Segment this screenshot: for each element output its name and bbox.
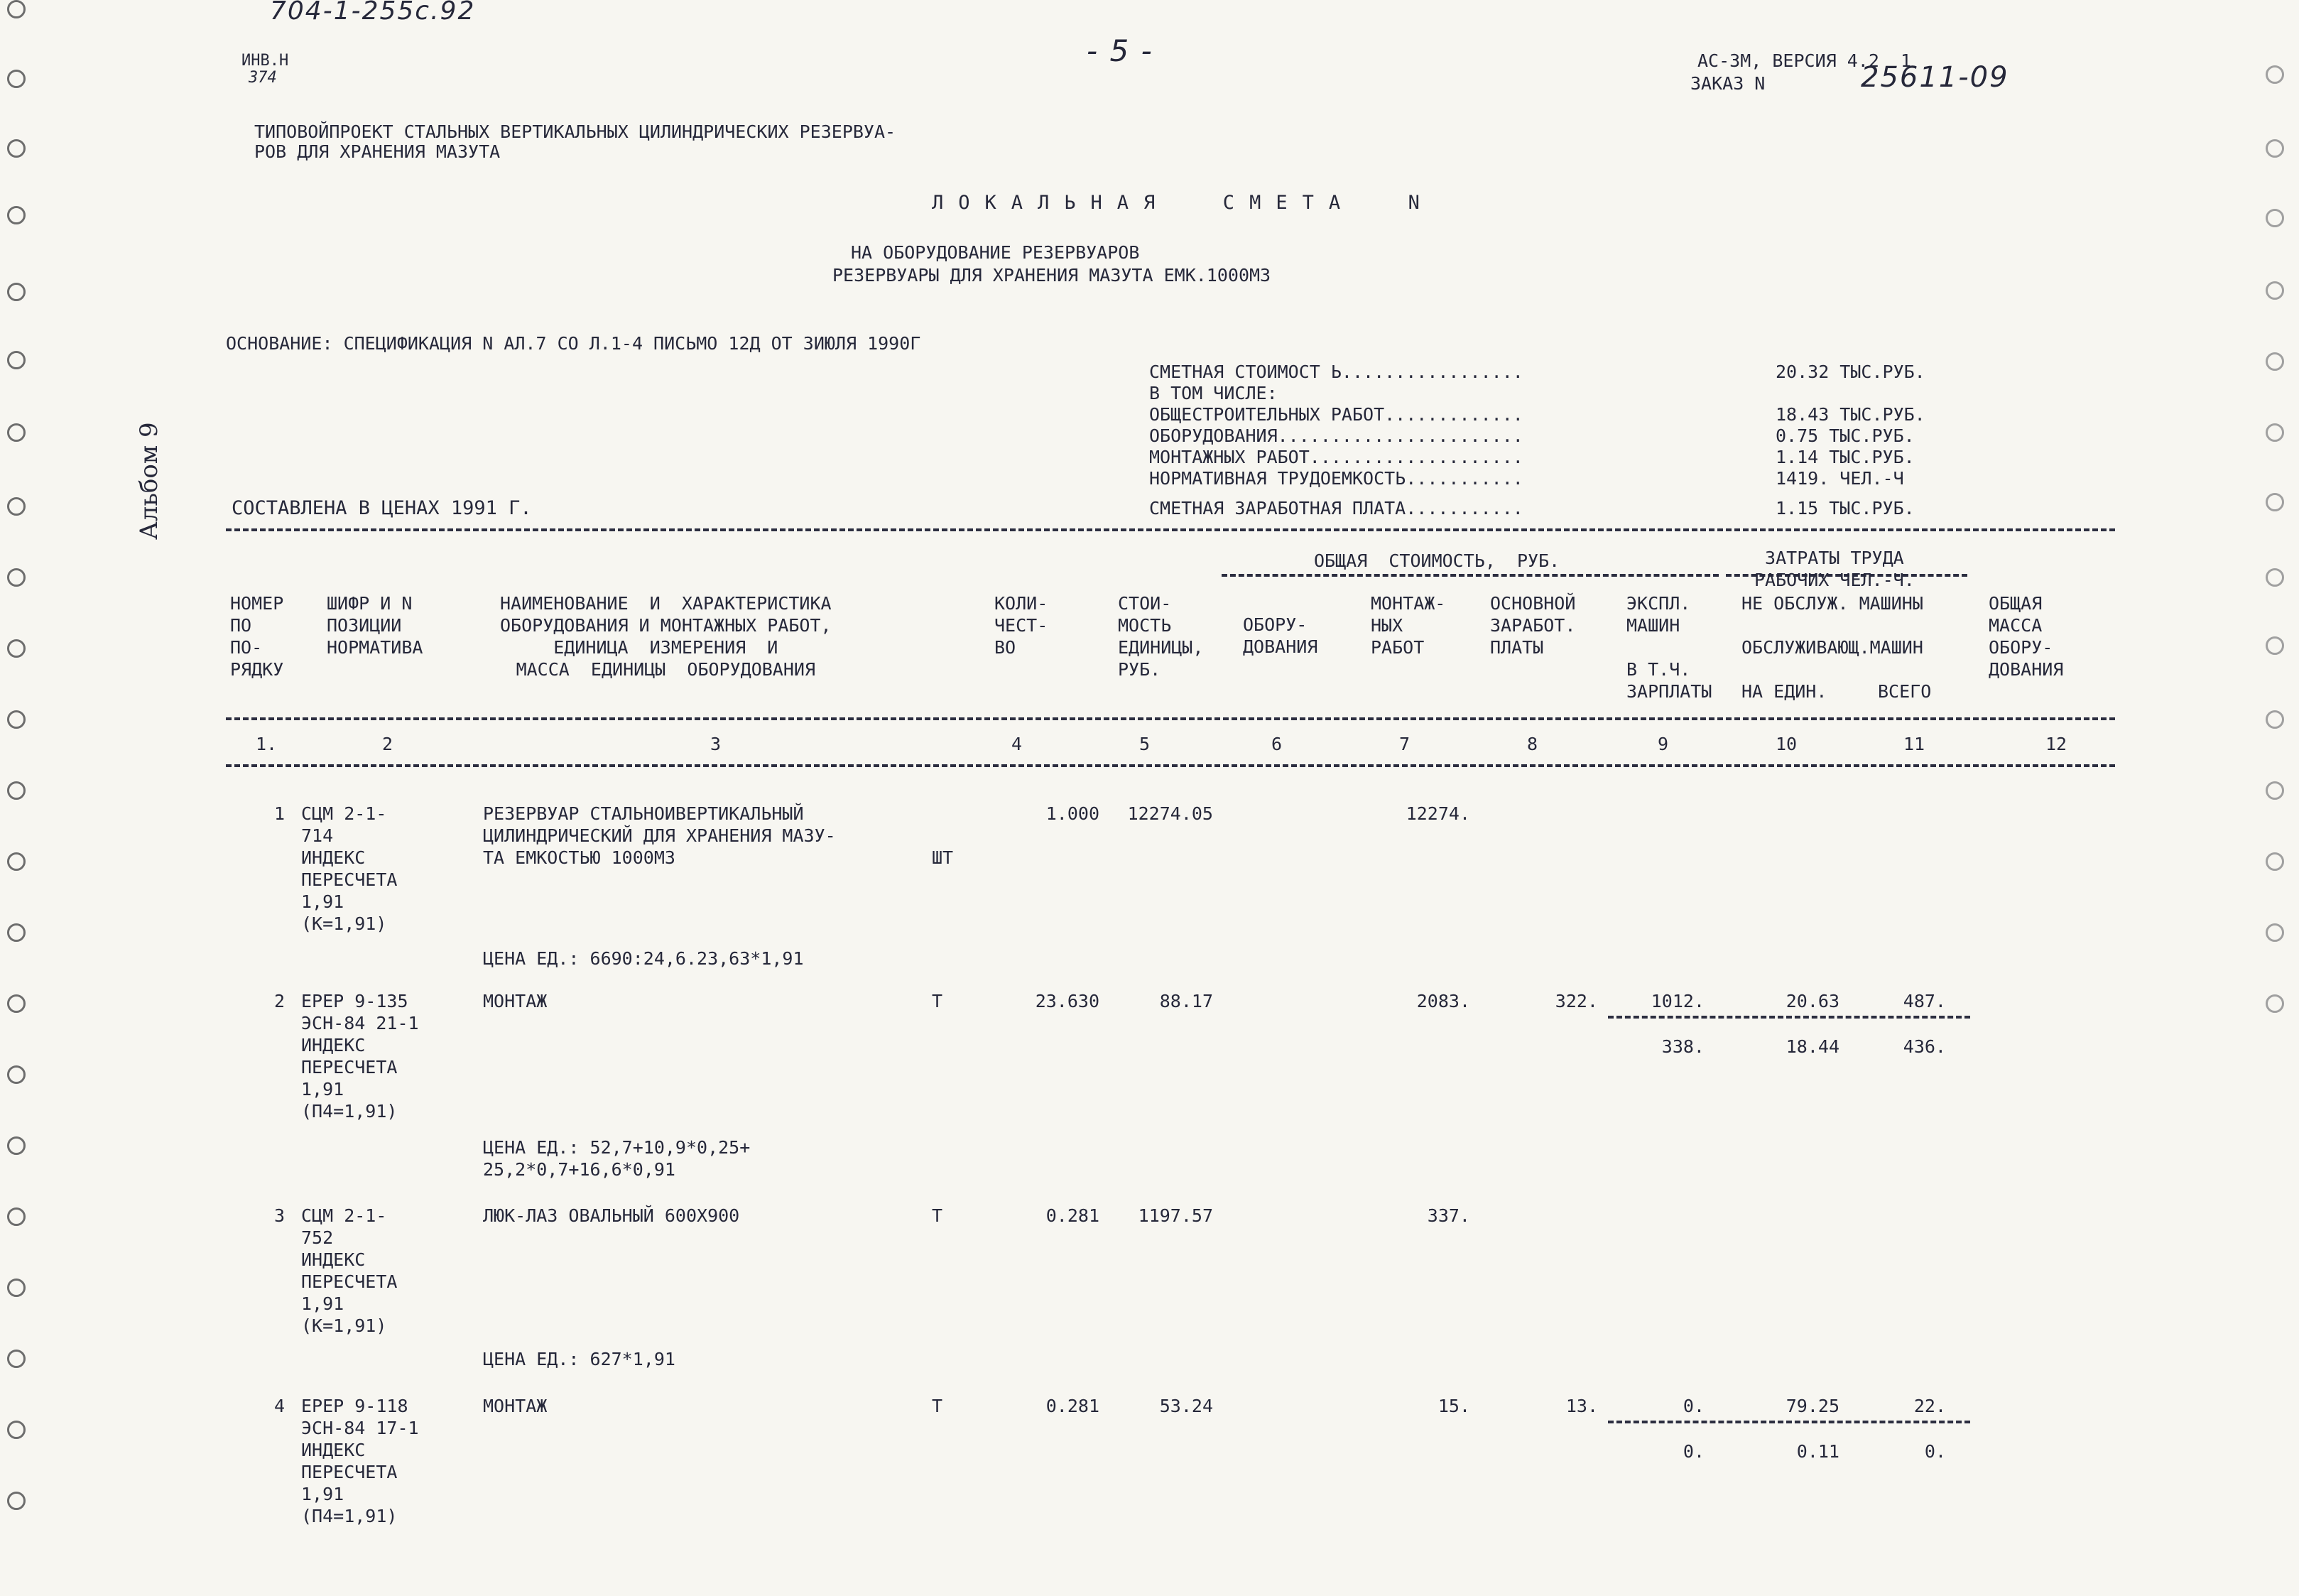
summary-label: ОБЩЕСТРОИТЕЛЬНЫХ РАБОТ............. [1149, 404, 1523, 425]
row-mounting: 15. [1437, 1396, 1470, 1416]
column-number: 7 [1399, 734, 1411, 754]
header-labor-machine: ОБСЛУЖИВАЮЩ.МАШИН [1741, 637, 1923, 658]
column-number: 1. [256, 734, 278, 754]
row-name: ЛЮК-ЛАЗ ОВАЛЬНЫЙ 600Х900 [483, 1205, 740, 1226]
header-row-number: НОМЕР ПО ПО- РЯДКУ [230, 593, 284, 680]
header-cost-group: ОБЩАЯ СТОИМОСТЬ, РУБ. [1314, 550, 1560, 571]
row-labor-total-2: 0. [1924, 1441, 1946, 1462]
row-unit-cost: 1197.57 [1138, 1205, 1213, 1226]
document-title: ЛОКАЛЬНАЯ СМЕТА N [932, 192, 1435, 214]
row-unit: ШТ [932, 847, 954, 868]
summary-value: 1419. ЧЕЛ.-Ч [1776, 468, 1904, 489]
header-labor-group: ЗАТРАТЫ ТРУДА РАБОЧИХ ЧЕЛ.-Ч. [1754, 548, 1915, 590]
row-unit-cost: 88.17 [1159, 991, 1213, 1011]
header-wage: ОСНОВНОЙ ЗАРАБОТ. ПЛАТЫ [1490, 593, 1576, 658]
header-mounting: МОНТАЖ- НЫХ РАБОТ [1371, 593, 1446, 658]
row-number: 1 [274, 803, 286, 824]
project-code: 704-1-255с.92 [270, 0, 476, 26]
header-labor-unit: НА ЕДИН. [1741, 681, 1827, 702]
row-machines-wage: 0. [1683, 1441, 1705, 1462]
column-number: 9 [1658, 734, 1669, 754]
row-unit: Т [932, 1205, 943, 1226]
inventory-number: 374 [249, 69, 277, 87]
row-mounting: 337. [1427, 1205, 1470, 1226]
row-unit: Т [932, 1396, 943, 1416]
row-quantity: 0.281 [1045, 1396, 1099, 1416]
row-number: 4 [274, 1396, 286, 1416]
organization-line-2: РОВ ДЛЯ ХРАНЕНИЯ МАЗУТА [254, 141, 501, 162]
header-quantity: КОЛИ- ЧЕСТ- ВО [994, 593, 1048, 658]
row-machines: 1012. [1651, 991, 1705, 1011]
row-unit: Т [932, 991, 943, 1011]
row-labor-total-2: 436. [1903, 1036, 1946, 1057]
row-unit-cost: 12274.05 [1127, 803, 1213, 824]
column-number: 5 [1139, 734, 1151, 754]
cost-group-rule [1222, 574, 1719, 577]
row-machines-wage: 338. [1661, 1036, 1705, 1057]
order-label: ЗАКАЗ N [1690, 73, 1766, 94]
row-machines: 0. [1683, 1396, 1705, 1416]
row-price-formula: ЦЕНА ЕД.: 627*1,91 [483, 1349, 675, 1369]
row-sub-rule [1608, 1421, 1970, 1423]
row-unit-cost: 53.24 [1159, 1396, 1213, 1416]
summary-value: 1.14 ТЫС.РУБ. [1776, 447, 1915, 467]
header-name: НАИМЕНОВАНИЕ И ХАРАКТЕРИСТИКА ОБОРУДОВАНИЯ И МОНТАЖНЫХ РАБОТ, ЕДИНИЦА ИЗМЕРЕНИЯ И МАССА ЕДИНИЦЫ ОБОРУДОВАНИЯ [500, 593, 832, 680]
header-labor-non-machine: НЕ ОБСЛУЖ. МАШИНЫ [1741, 593, 1923, 614]
header-mass: ОБЩАЯ МАССА ОБОРУ- ДОВАНИЯ [1989, 593, 2064, 680]
row-sub-rule [1608, 1016, 1970, 1019]
row-quantity: 1.000 [1045, 803, 1099, 824]
right-punch-holes [2259, 0, 2299, 1596]
inventory-label: ИНВ.Н [241, 52, 289, 70]
row-number: 3 [274, 1205, 286, 1226]
column-number: 10 [1776, 734, 1798, 754]
column-number: 8 [1527, 734, 1538, 754]
row-code: СЦМ 2-1- 752 ИНДЕКС ПЕРЕСЧЕТА 1,91 (К=1,91) [301, 1205, 398, 1336]
left-punch-holes [0, 0, 43, 1596]
row-code: СЦМ 2-1- 714 ИНДЕКС ПЕРЕСЧЕТА 1,91 (К=1,91) [301, 803, 398, 934]
summary-value: 20.32 ТЫС.РУБ. [1776, 362, 1925, 382]
row-wage: 322. [1555, 991, 1598, 1011]
numbers-bottom-rule [226, 764, 2115, 767]
header-code: ШИФР И N ПОЗИЦИИ НОРМАТИВА [327, 593, 423, 658]
summary-label: ОБОРУДОВАНИЯ....................... [1149, 425, 1523, 446]
row-quantity: 0.281 [1045, 1205, 1099, 1226]
row-price-formula: ЦЕНА ЕД.: 52,7+10,9*0,25+ 25,2*0,7+16,6*0,91 [483, 1137, 751, 1180]
row-price-formula: ЦЕНА ЕД.: 6690:24,6.23,63*1,91 [483, 948, 804, 969]
summary-label: В ТОМ ЧИСЛЕ: [1149, 383, 1278, 403]
summary-value: 0.75 ТЫС.РУБ. [1776, 425, 1915, 446]
row-code: ЕРЕР 9-135 ЭСН-84 21-1 ИНДЕКС ПЕРЕСЧЕТА 1,91 (П4=1,91) [301, 991, 419, 1122]
column-number: 6 [1271, 734, 1283, 754]
table-top-rule [226, 528, 2115, 531]
organization-line-1: ТИПОВОЙПРОЕКТ СТАЛЬНЫХ ВЕРТИКАЛЬНЫХ ЦИЛИНДРИЧЕСКИХ РЕЗЕРВУА- [254, 121, 896, 142]
summary-value: 1.15 ТЫС.РУБ. [1776, 498, 1915, 519]
header-unit-cost: СТОИ- МОСТЬ ЕДИНИЦЫ, РУБ. [1118, 593, 1204, 680]
row-code: ЕРЕР 9-118 ЭСН-84 17-1 ИНДЕКС ПЕРЕСЧЕТА 1,91 (П4=1,91) [301, 1396, 419, 1526]
column-number: 12 [2045, 734, 2067, 754]
column-number: 11 [1903, 734, 1925, 754]
summary-label: СМЕТНАЯ СТОИМОСТ Ь................. [1149, 362, 1523, 382]
row-name: МОНТАЖ [483, 1396, 548, 1416]
row-quantity: 23.630 [1035, 991, 1099, 1011]
order-number: 25611-09 [1861, 61, 2009, 94]
row-number: 2 [274, 991, 286, 1011]
row-mounting: 2083. [1416, 991, 1470, 1011]
summary-value: 18.43 ТЫС.РУБ. [1776, 404, 1925, 425]
compiled-prices: СОСТАВЛЕНА В ЦЕНАХ 1991 Г. [232, 497, 532, 519]
summary-label: СМЕТНАЯ ЗАРАБОТНАЯ ПЛАТА........... [1149, 498, 1523, 519]
row-name: МОНТАЖ [483, 991, 548, 1011]
subtitle-1: НА ОБОРУДОВАНИЕ РЕЗЕРВУАРОВ [851, 242, 1140, 263]
subtitle-2: РЕЗЕРВУАРЫ ДЛЯ ХРАНЕНИЯ МАЗУТА ЕМК.1000М3 [832, 265, 1271, 286]
row-wage: 13. [1565, 1396, 1598, 1416]
row-labor-total: 22. [1913, 1396, 1946, 1416]
basis-line: ОСНОВАНИЕ: СПЕЦИФИКАЦИЯ N АЛ.7 СО Л.1-4 ПИСЬМО 12Д ОТ 3ИЮЛЯ 1990Г [226, 333, 921, 354]
column-number: 4 [1011, 734, 1023, 754]
row-labor-unit: 20.63 [1786, 991, 1839, 1011]
header-machines: ЭКСПЛ. МАШИН В Т.Ч. ЗАРПЛАТЫ [1626, 593, 1712, 702]
column-number: 2 [382, 734, 393, 754]
summary-label: НОРМАТИВНАЯ ТРУДОЕМКОСТЬ........... [1149, 468, 1523, 489]
header-equipment: ОБОРУ- ДОВАНИЯ [1243, 614, 1318, 657]
row-labor-unit-2: 0.11 [1796, 1441, 1839, 1462]
summary-label: МОНТАЖНЫХ РАБОТ.................... [1149, 447, 1523, 467]
header-labor-total: ВСЕГО [1878, 681, 1932, 702]
header-bottom-rule [226, 717, 2115, 720]
program-version: АС-3М, ВЕРСИЯ 4.2 1 [1697, 50, 1912, 71]
album-label: Альбом 9 [135, 422, 163, 540]
row-labor-unit-2: 18.44 [1786, 1036, 1839, 1057]
row-name: РЕЗЕРВУАР СТАЛЬНОИВЕРТИКАЛЬНЫЙ ЦИЛИНДРИЧЕСКИЙ ДЛЯ ХРАНЕНИЯ МАЗУ- ТА ЕМКОСТЬЮ 1000М3 [483, 803, 836, 868]
page-number: - 5 - [1087, 33, 1153, 68]
column-number: 3 [710, 734, 722, 754]
row-labor-total: 487. [1903, 991, 1946, 1011]
row-labor-unit: 79.25 [1786, 1396, 1839, 1416]
row-mounting: 12274. [1406, 803, 1470, 824]
